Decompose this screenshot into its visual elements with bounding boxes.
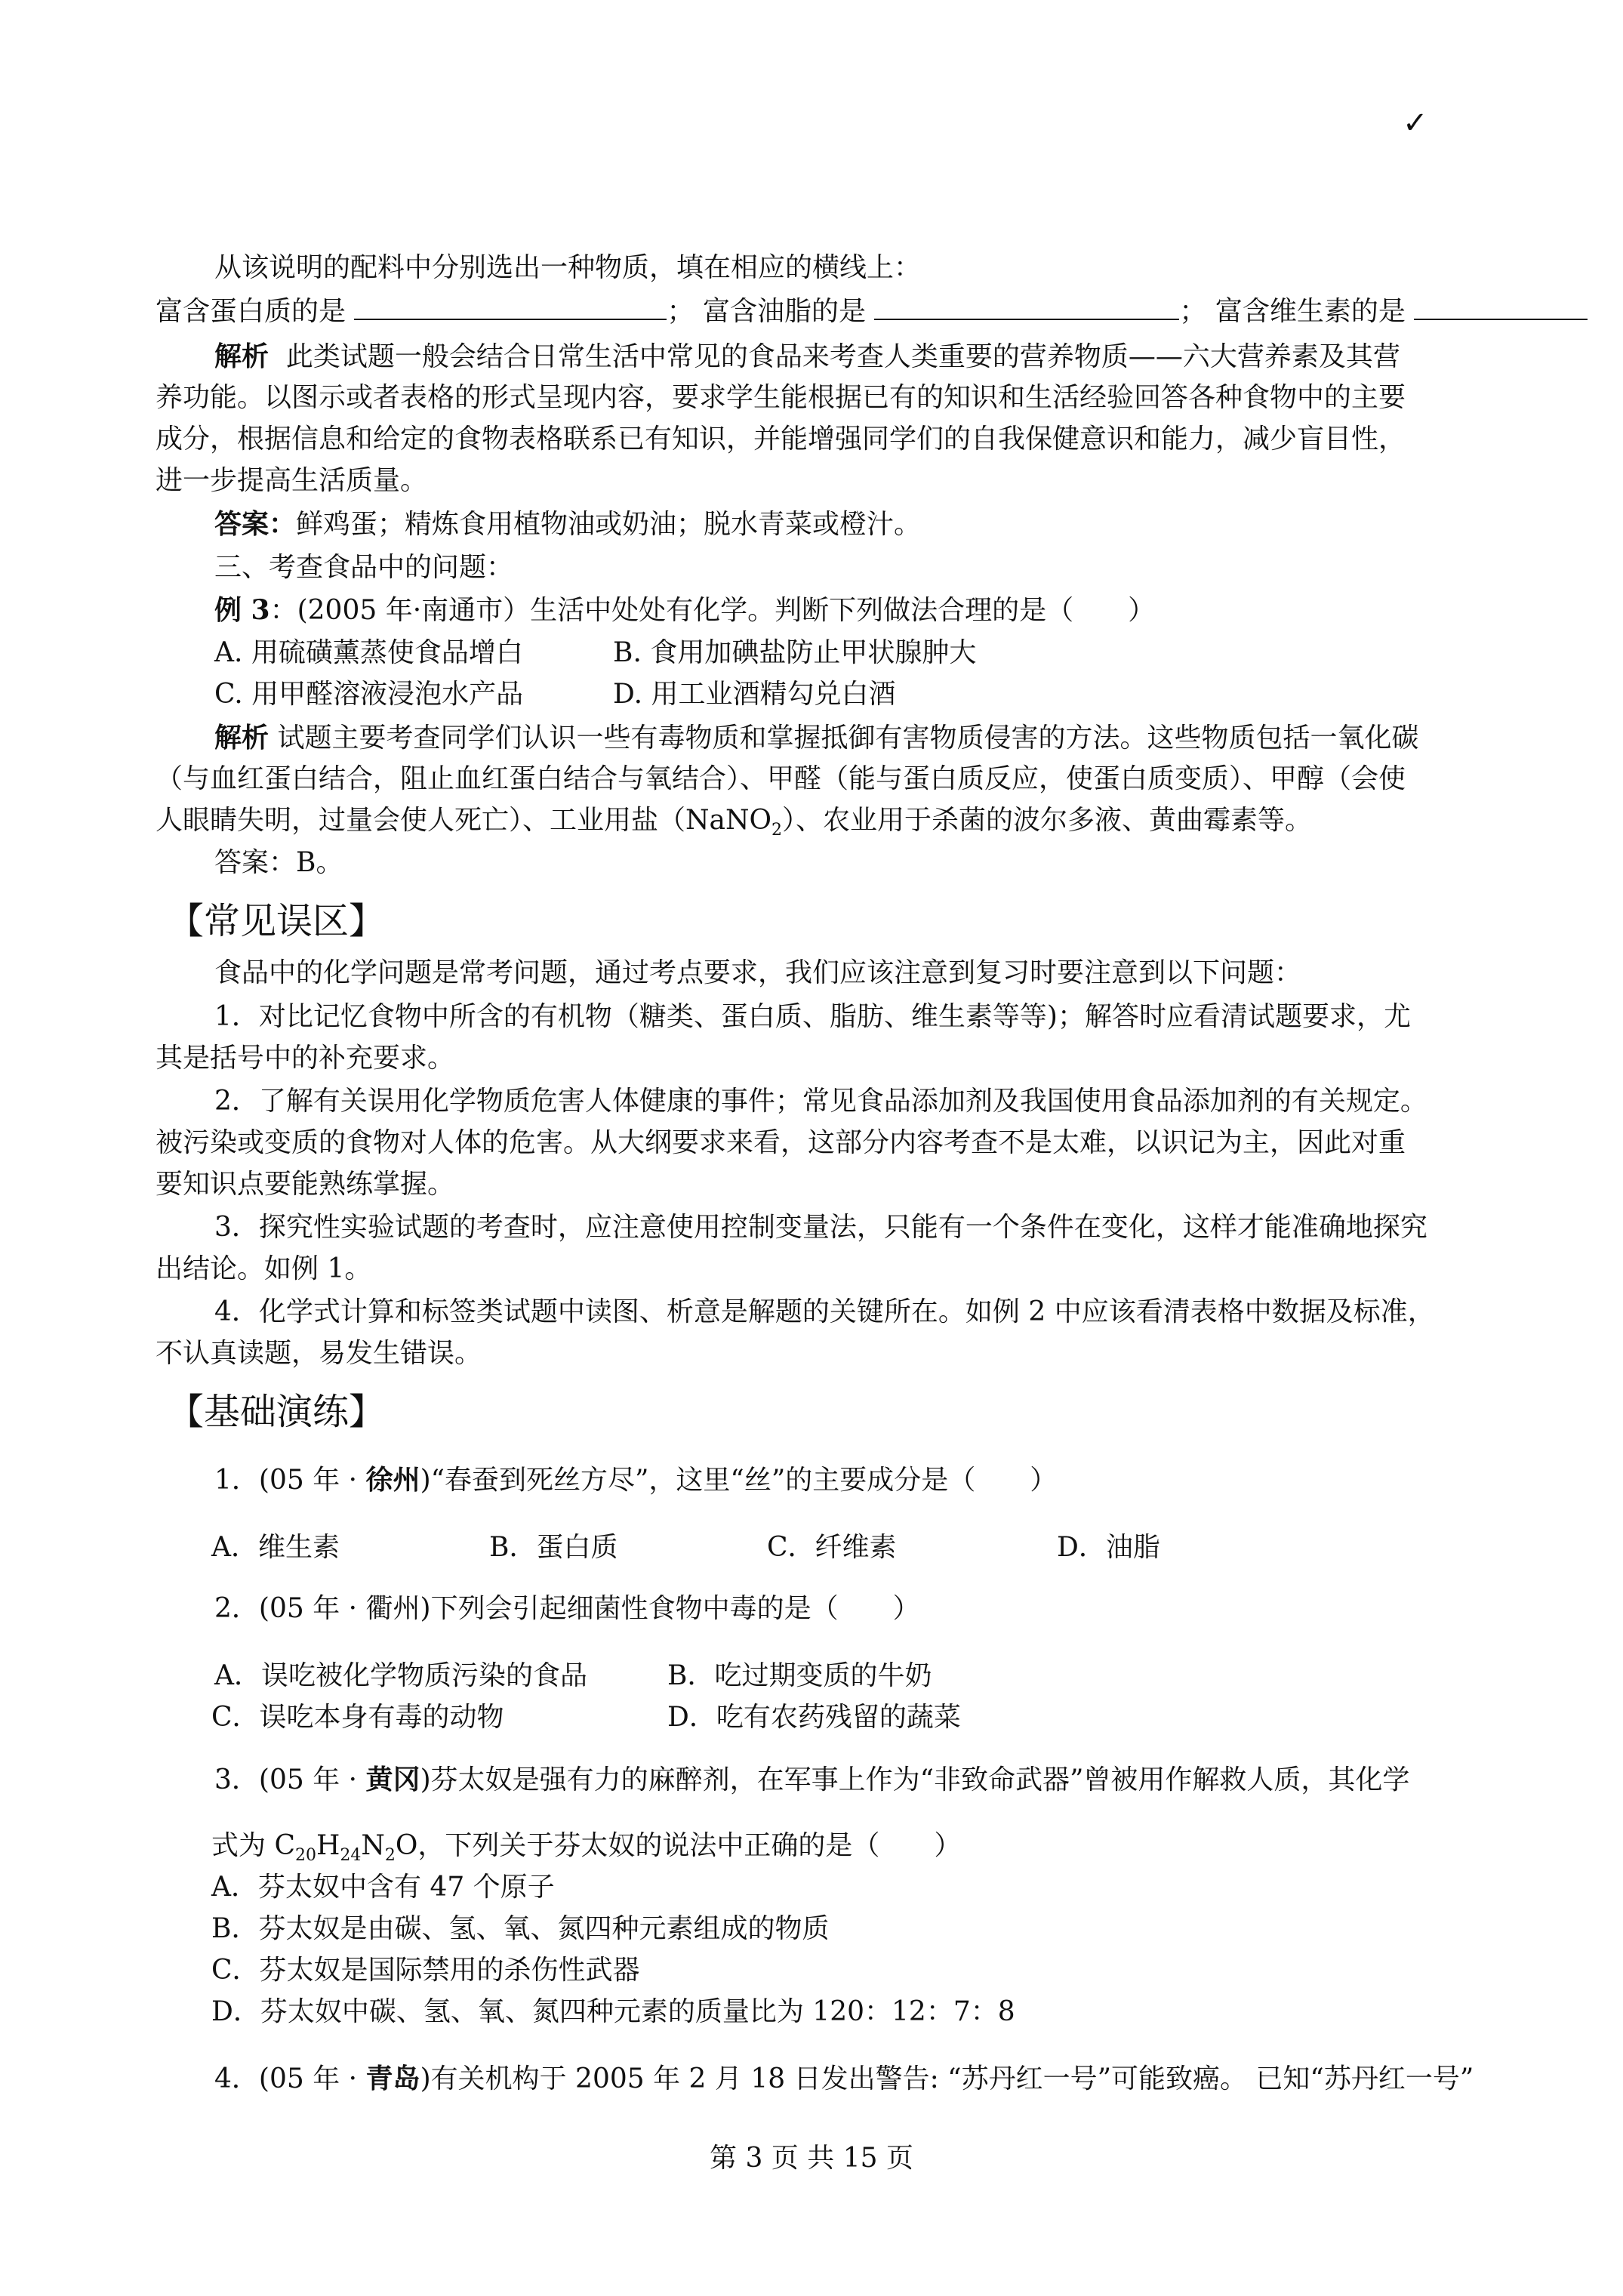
q3-prefix: 3．(05 年 · xyxy=(214,1764,366,1795)
question2: 2．(05 年 · 衢州)下列会引起细菌性食物中毒的是（ ） xyxy=(214,1593,920,1624)
mistake4-line2: 不认真读题，易发生错误。 xyxy=(156,1338,482,1369)
check-mark: ✓ xyxy=(1403,106,1428,140)
q1-stem: )“春蚕到死丝方尽”，这里“丝”的主要成分是（ ） xyxy=(420,1465,1058,1496)
q3-option-b: B．芬太奴是由碳、氢、氧、氮四种元素组成的物质 xyxy=(211,1913,830,1944)
blank-protein xyxy=(354,296,667,320)
q2-option-a: A．误吃被化学物质污染的食品 xyxy=(214,1660,587,1691)
q3-option-a: A．芬太奴中含有 47 个原子 xyxy=(211,1872,555,1903)
paragraph-instruction: 从该说明的配料中分别选出一种物质，填在相应的横线上： xyxy=(214,252,922,283)
q3-option-c: C．芬太奴是国际禁用的杀伤性武器 xyxy=(211,1955,640,1986)
mistake2-line2: 被污染或变质的食物对人体的危害。从大纲要求来看，这部分内容考查不是太难，以识记为主，因此对重 xyxy=(156,1127,1406,1158)
answer1-text: 鲜鸡蛋；精炼食用植物油或奶油；脱水青菜或橙汁。 xyxy=(296,509,922,540)
answer-label: 答案： xyxy=(214,508,297,540)
answer3: 答案：B。 xyxy=(214,847,343,878)
analysis-label: 解析 xyxy=(214,341,269,372)
blank-vitamin xyxy=(1414,296,1588,320)
analysis1-text: 此类试题一般会结合日常生活中常见的食品来考查人类重要的营养物质——六大营养素及其营 xyxy=(285,341,1400,372)
subscript: 20 xyxy=(295,1846,316,1866)
analysis3-line3 xyxy=(156,802,1312,849)
heading-basic-practice: 【基础演练】 xyxy=(168,1391,386,1433)
q1-option-c: C．纤维素 xyxy=(767,1532,897,1563)
analysis3-text: 人眼睛失明，过量会使人死亡）、工业用盐（NaNO xyxy=(156,805,771,836)
fill-protein-label: 富含蛋白质的是 xyxy=(156,296,346,327)
section3-title: 三、考查食品中的问题： xyxy=(214,552,514,583)
page-footer: 第 3 页 共 15 页 xyxy=(710,2143,913,2174)
subscript: 2 xyxy=(384,1846,396,1866)
ex3-option-b: B. 食用加碘盐防止甲状腺肿大 xyxy=(613,637,977,668)
mistakes-intro: 食品中的化学问题是常考问题，通过考点要求，我们应该注意到复习时要注意到以下问题： xyxy=(214,957,1302,988)
q3-city: 黄冈 xyxy=(365,1764,420,1795)
example3-label: 例 3 xyxy=(214,594,270,626)
q3-formula-line xyxy=(211,1827,961,1875)
example3 xyxy=(214,591,1155,630)
mistake2-line1: 2．了解有关误用化学物质危害人体健康的事件；常见食品添加剂及我国使用食品添加剂的有关规定。 xyxy=(214,1086,1427,1117)
ex3-option-c: C. 用甲醛溶液浸泡水产品 xyxy=(214,679,524,710)
q1-option-a: A．维生素 xyxy=(211,1532,340,1563)
q1-prefix: 1．(05 年 · xyxy=(214,1465,366,1496)
ex3-option-a: A. 用硫磺薰蒸使食品增白 xyxy=(214,637,523,668)
q2-option-c: C．误吃本身有毒的动物 xyxy=(211,1702,504,1733)
formula-text: N xyxy=(361,1830,385,1861)
subscript: 24 xyxy=(340,1846,362,1866)
fill-sep: ； xyxy=(1179,296,1207,327)
q4-prefix: 4．(05 年 · xyxy=(214,2063,366,2094)
mistake2-line3: 要知识点要能熟练掌握。 xyxy=(156,1169,455,1200)
blank-fat xyxy=(874,296,1179,320)
mistake1-line1: 1．对比记忆食物中所含的有机物（糖类、蛋白质、脂肪、维生素等等)；解答时应看清试题要求，尤 xyxy=(214,1001,1411,1032)
fill-fat-label: 富含油脂的是 xyxy=(702,296,866,327)
q4-city: 青岛 xyxy=(365,2063,420,2094)
formula-text: 式为 C xyxy=(211,1830,295,1861)
question4 xyxy=(214,2060,1474,2098)
q4-stem: )有关机构于 2005 年 2 月 18 日发出警告: “苏丹红一号”可能致癌。 已知“苏丹红一号” xyxy=(420,2063,1474,2094)
fill-sep: ； xyxy=(667,296,694,327)
answer1 xyxy=(214,505,921,544)
q3-stem: )芬太奴是强有力的麻醉剂，在军事上作为“非致命武器”曾被用作解救人质，其化学 xyxy=(420,1764,1410,1795)
analysis3-text: ）、农业用于杀菌的波尔多液、黄曲霉素等。 xyxy=(781,805,1312,836)
question3 xyxy=(214,1761,1409,1799)
analysis1-line4: 进一步提高生活质量。 xyxy=(156,465,428,496)
analysis1-line3: 成分，根据信息和给定的食物表格联系已有知识，并能增强同学们的自我保健意识和能力，减少盲目性， xyxy=(156,424,1406,455)
formula-text: O，下列关于芬太奴的说法中正确的是（ ） xyxy=(395,1830,962,1861)
q1-option-d: D．油脂 xyxy=(1057,1532,1160,1563)
fill-vitamin-label: 富含维生素的是 xyxy=(1215,296,1406,327)
q2-option-b: B．吃过期变质的牛奶 xyxy=(667,1660,932,1691)
formula-text: H xyxy=(316,1830,340,1861)
analysis3-text: 试题主要考查同学们认识一些有毒物质和掌握抵御有害物质侵害的方法。这些物质包括一氧化碳 xyxy=(277,723,1419,754)
mistake1-line2: 其是括号中的补充要求。 xyxy=(156,1043,455,1074)
analysis1-line2: 养功能。以图示或者表格的形式呈现内容，要求学生能根据已有的知识和生活经验回答各种食物中的主要 xyxy=(156,382,1406,413)
mistake4-line1: 4．化学式计算和标签类试题中读图、析意是解题的关键所在。如例 2 中应该看清表格中数据及标准， xyxy=(214,1296,1435,1327)
mistake3-line2: 出结论。如例 1。 xyxy=(156,1253,372,1284)
mistake3-line1: 3．探究性实验试题的考查时，应注意使用控制变量法，只能有一个条件在变化，这样才能准确地探究 xyxy=(214,1212,1427,1243)
q1-city: 徐州 xyxy=(365,1464,420,1496)
q2-option-d: D．吃有农药残留的蔬菜 xyxy=(667,1702,961,1733)
ex3-option-d: D. 用工业酒精勾兑白酒 xyxy=(613,679,896,710)
heading-common-mistakes: 【常见误区】 xyxy=(168,900,386,942)
analysis3-line2: （与血红蛋白结合，阻止血红蛋白结合与氧结合）、甲醛（能与蛋白质反应，使蛋白质变质）、甲醇（会使 xyxy=(156,763,1406,794)
analysis-label: 解析 xyxy=(214,722,269,754)
q3-option-d: D．芬太奴中碳、氢、氧、氮四种元素的质量比为 120：12：7：8 xyxy=(211,1996,1015,2027)
subscript: 2 xyxy=(771,821,782,840)
fill-in-line xyxy=(156,293,1588,331)
example3-text: ：(2005 年·南通市）生活中处处有化学。判断下列做法合理的是（ ） xyxy=(269,595,1156,626)
question1 xyxy=(214,1461,1057,1499)
q1-option-b: B．蛋白质 xyxy=(489,1532,618,1563)
analysis3-line1 xyxy=(214,719,1418,757)
analysis1-line1 xyxy=(214,337,1400,376)
